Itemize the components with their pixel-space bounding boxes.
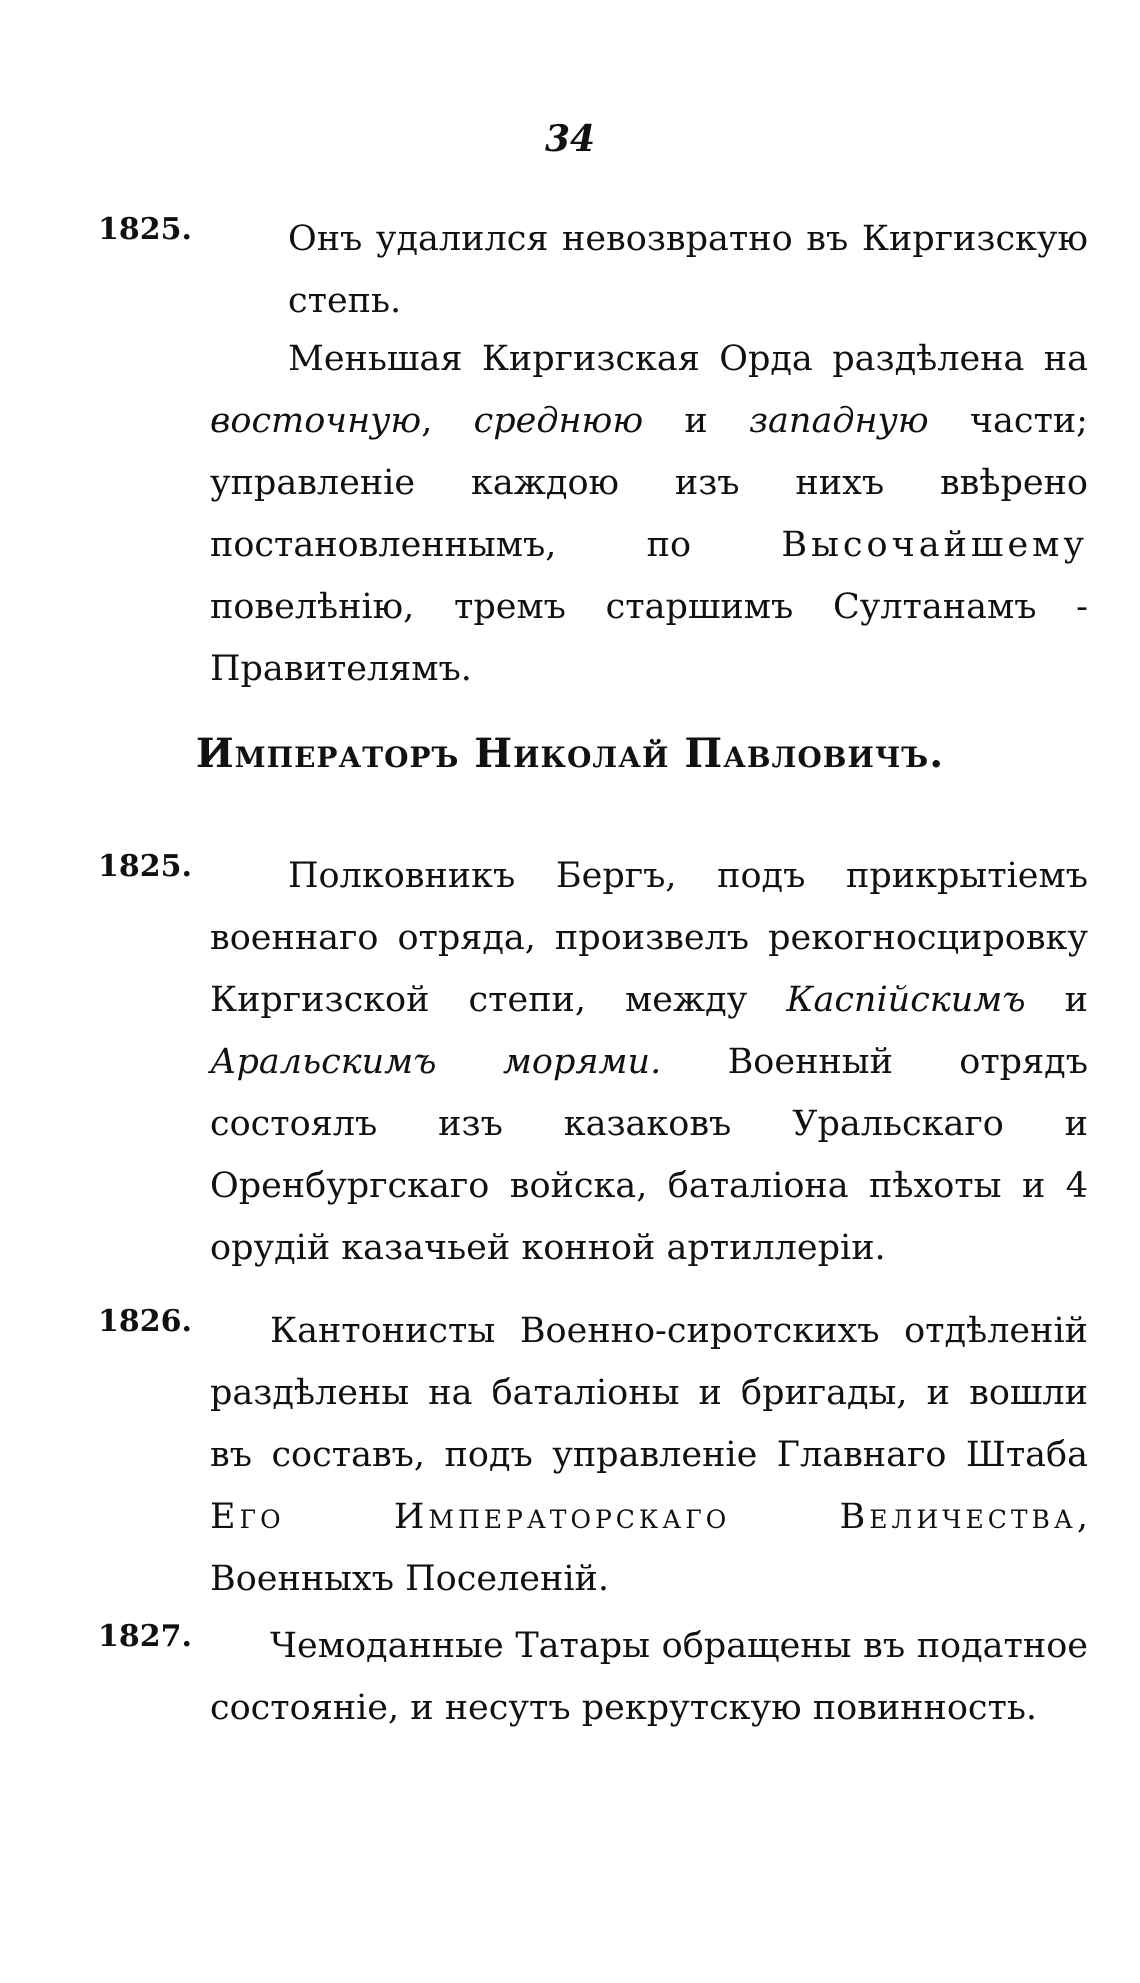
section-heading: Императоръ Николай Павловичъ. (195, 730, 945, 777)
chronicle-entry-1825-a (98, 208, 1088, 332)
entry-text-content: Чемоданные Татары обращены въ податное состояніе, и несутъ рекрутскую повинность. (210, 1626, 1088, 1728)
chronicle-entry-1826 (98, 1300, 1088, 1610)
entry-year: 1825. (98, 212, 192, 247)
entry-and: и (1025, 980, 1088, 1020)
paragraph-orda (210, 328, 1088, 700)
entry-year: 1826. (98, 1304, 192, 1339)
paragraph-text: Меньшая Киргизская Орда раздѣлена на (288, 339, 1088, 379)
paragraph-and: и (643, 401, 749, 441)
entry-text (210, 845, 1088, 1279)
page-number: 34 (544, 118, 596, 160)
spaced-highest: Высочайшему (781, 525, 1088, 565)
paragraph-sep: , (421, 401, 474, 441)
chronicle-entry-1825-b (98, 845, 1088, 1279)
small-caps-majesty: Его Императорскаго Величества (210, 1497, 1077, 1537)
italic-east: восточную (210, 401, 422, 441)
entry-text-1: Полковникъ Бергъ, подъ прикрытіемъ военнаго отряда, произвелъ рекогносцировку Киргизской степи, между (210, 856, 1088, 1020)
entry-text (210, 1615, 1088, 1739)
italic-middle: среднюю (473, 401, 644, 441)
entry-text (210, 208, 1088, 332)
entry-text-2: Военный отрядъ состоялъ изъ казаковъ Уральскаго и Оренбургскаго войска, баталіона пѣхоты и 4 орудій казачьей конной артиллеріи. (210, 1042, 1088, 1268)
paragraph-text-3: повелѣнію, тремъ старшимъ Султанамъ - Правителямъ. (210, 587, 1088, 689)
chronicle-entry-1827 (98, 1615, 1088, 1739)
italic-west: западную (748, 401, 929, 441)
italic-caspian: Каспійскимъ (786, 980, 1026, 1020)
entry-year: 1827. (98, 1619, 192, 1654)
italic-aral: Аральскимъ морями. (210, 1042, 662, 1082)
entry-text-content: Онъ удалился невозвратно въ Киргизскую степь. (288, 219, 1088, 321)
paragraph-text-2: части; управленіе каждою изъ нихъ ввѣрено постановленнымъ, по (210, 401, 1088, 565)
entry-year: 1825. (98, 849, 192, 884)
entry-text (210, 1300, 1088, 1610)
entry-text-1: Кантонисты Военно-сиротскихъ отдѣленій раздѣлены на баталіоны и бригады, и вошли въ составъ, подъ управленіе Главнаго Штаба (210, 1311, 1088, 1475)
entry-text-2: , Военныхъ Поселеній. (210, 1497, 1088, 1599)
